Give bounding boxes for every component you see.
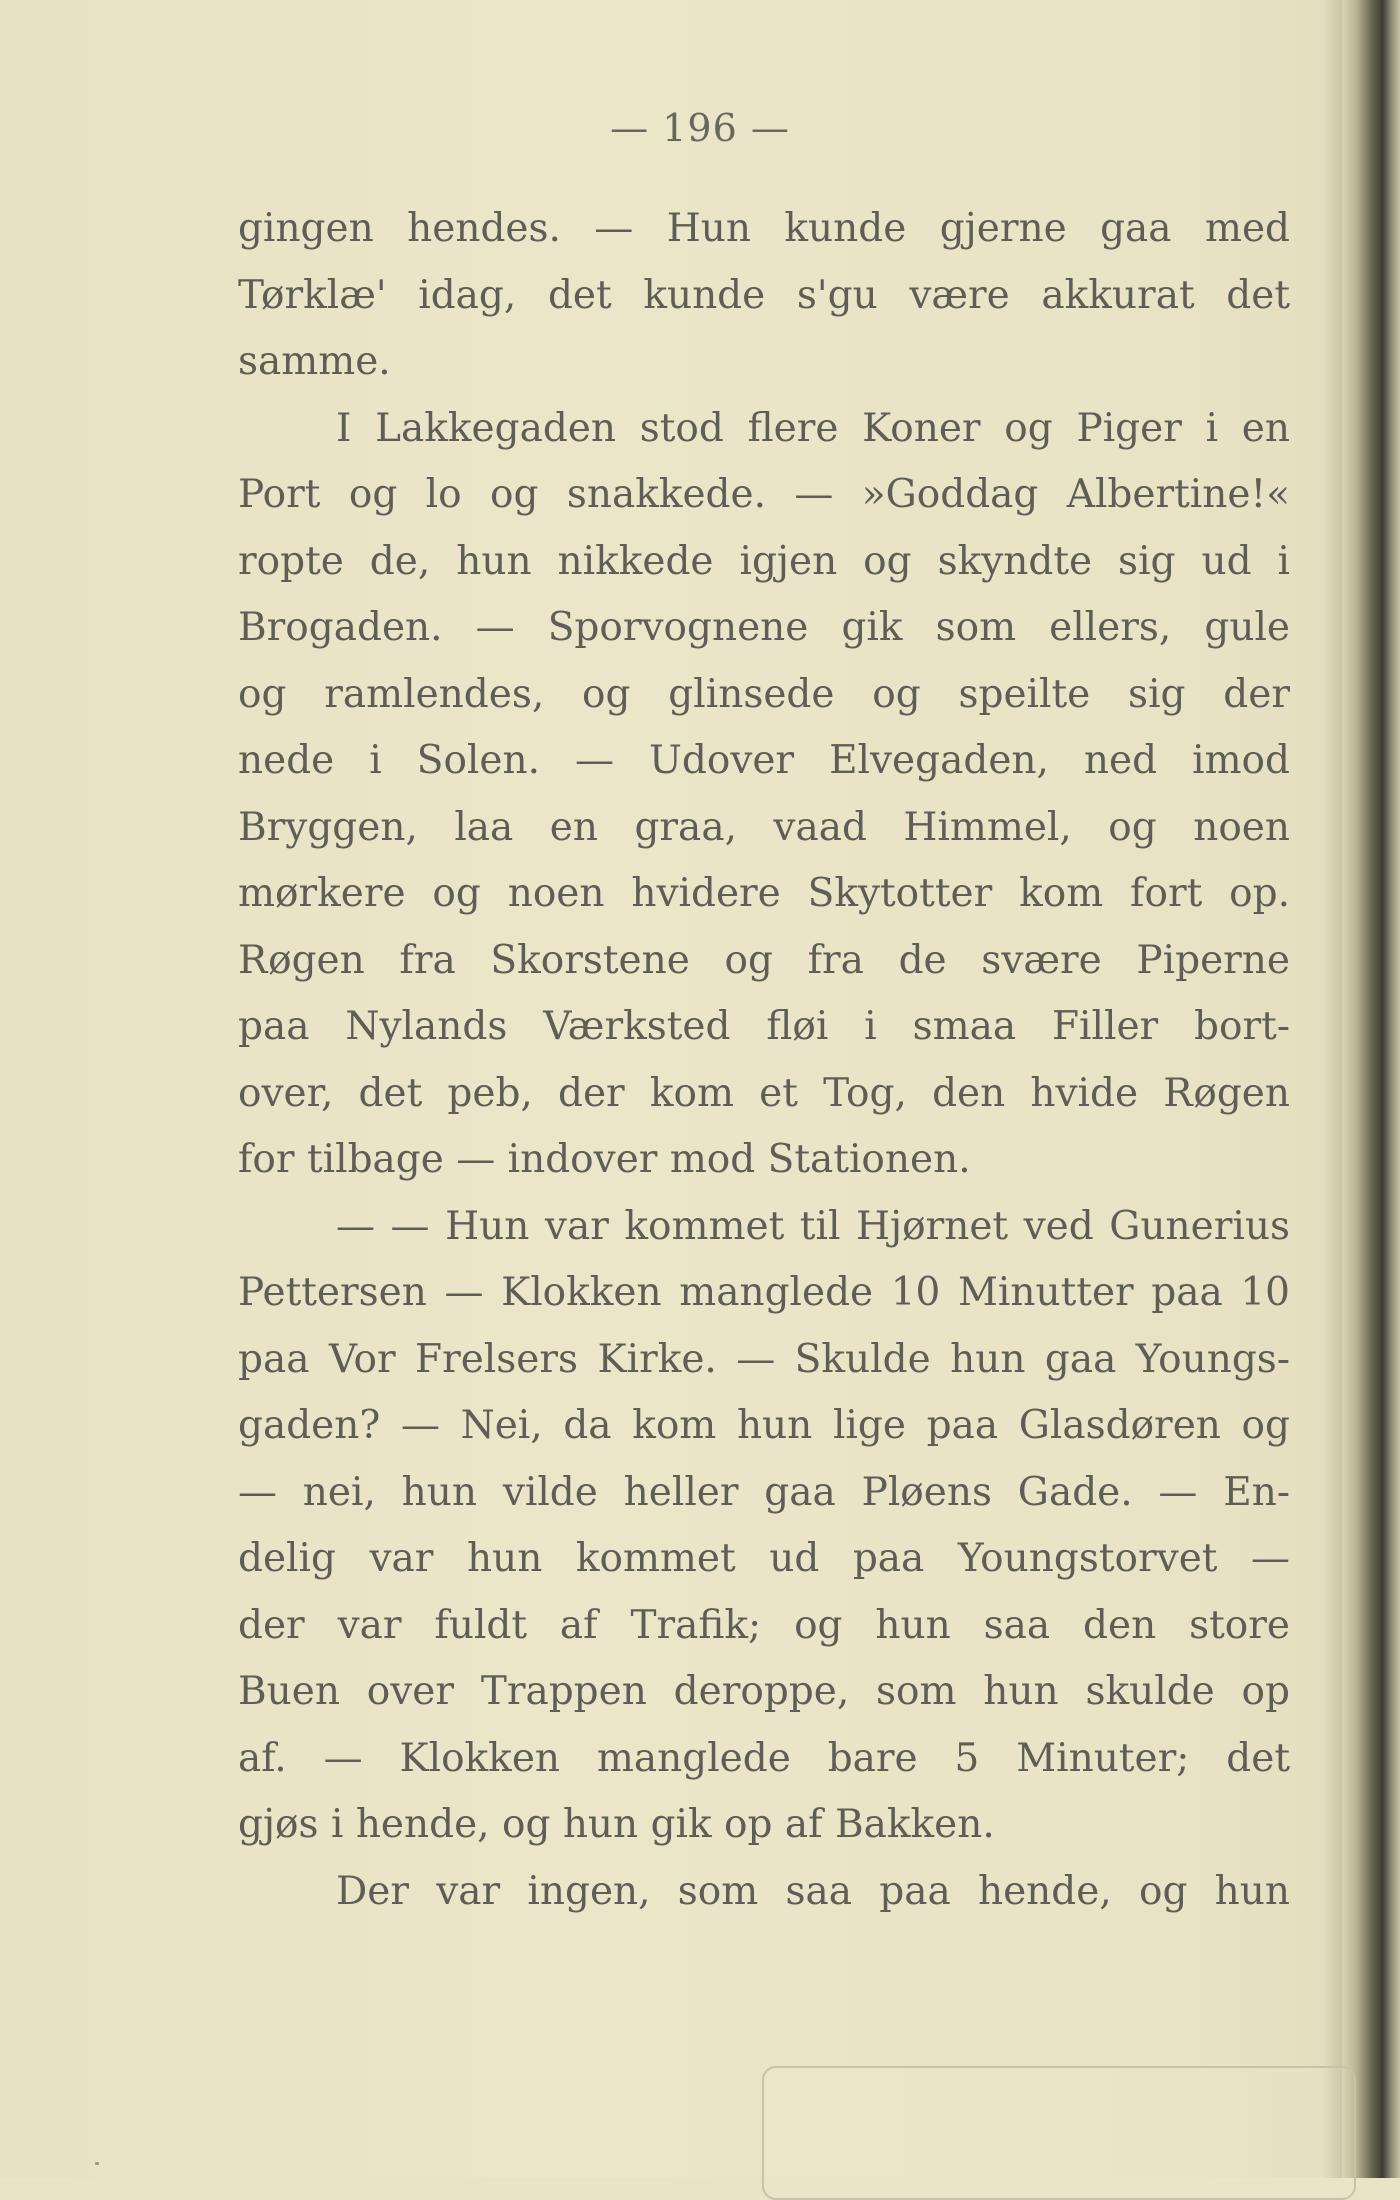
text-line: — nei, hun vilde heller gaa Pløens Gade. — En- <box>238 1469 1290 1515</box>
text-line: gjøs i hende, og hun gik op af Bakken. <box>238 1802 995 1847</box>
text-line: Buen over Trappen deroppe, som hun skulde op <box>238 1669 1290 1714</box>
binding-shadow <box>1322 0 1342 2178</box>
paper-speck <box>95 2162 99 2165</box>
library-stamp-outline <box>762 2066 1356 2200</box>
text-line: Pettersen — Klokken manglede 10 Minutter paa 10 <box>238 1270 1290 1315</box>
text-line: gaden? — Nei, da kom hun lige paa Glasdøren og <box>238 1403 1290 1448</box>
text-line: af. — Klokken manglede bare 5 Minuter; det <box>238 1735 1290 1781</box>
text-line: nede i Solen. — Udover Elvegaden, ned imod <box>238 738 1290 783</box>
text-line: paa Vor Frelsers Kirke. — Skulde hun gaa Youngs- <box>238 1336 1290 1382</box>
page-text-body <box>238 196 1290 1925</box>
text-line: og ramlendes, og glinsede og speilte sig der <box>238 671 1290 717</box>
text-line: over, det peb, der kom et Tog, den hvide Røgen <box>238 1070 1290 1116</box>
page-number: — 196 — <box>610 106 790 150</box>
text-line: Brogaden. — Sporvognene gik som ellers, gule <box>238 605 1290 650</box>
text-line: mørkere og noen hvidere Skytotter kom fort op. <box>238 871 1290 916</box>
text-line: for tilbage — indover mod Stationen. <box>238 1137 971 1182</box>
text-line: delig var hun kommet ud paa Youngstorvet — <box>238 1536 1290 1581</box>
text-line: Bryggen, laa en graa, vaad Himmel, og noen <box>238 804 1290 850</box>
text-line: samme. <box>238 339 391 384</box>
text-line: Tørklæ' idag, det kunde s'gu være akkurat det <box>238 272 1290 318</box>
text-line: gingen hendes. — Hun kunde gjerne gaa med <box>238 206 1290 251</box>
text-line: — — Hun var kommet til Hjørnet ved Gunerius <box>336 1203 1290 1249</box>
text-line: paa Nylands Værksted fløi i smaa Filler bort- <box>238 1004 1290 1049</box>
text-line: Der var ingen, som saa paa hende, og hun <box>336 1868 1290 1914</box>
book-binding-edge <box>1342 0 1400 2178</box>
text-line: Røgen fra Skorstene og fra de svære Piperne <box>238 937 1290 983</box>
text-line: Port og lo og snakkede. — »Goddag Albertine!« <box>238 472 1290 517</box>
text-line: I Lakkegaden stod flere Koner og Piger i en <box>336 405 1290 451</box>
text-line: ropte de, hun nikkede igjen og skyndte sig ud i <box>238 538 1290 584</box>
text-line: der var fuldt af Trafik; og hun saa den store <box>238 1602 1290 1648</box>
